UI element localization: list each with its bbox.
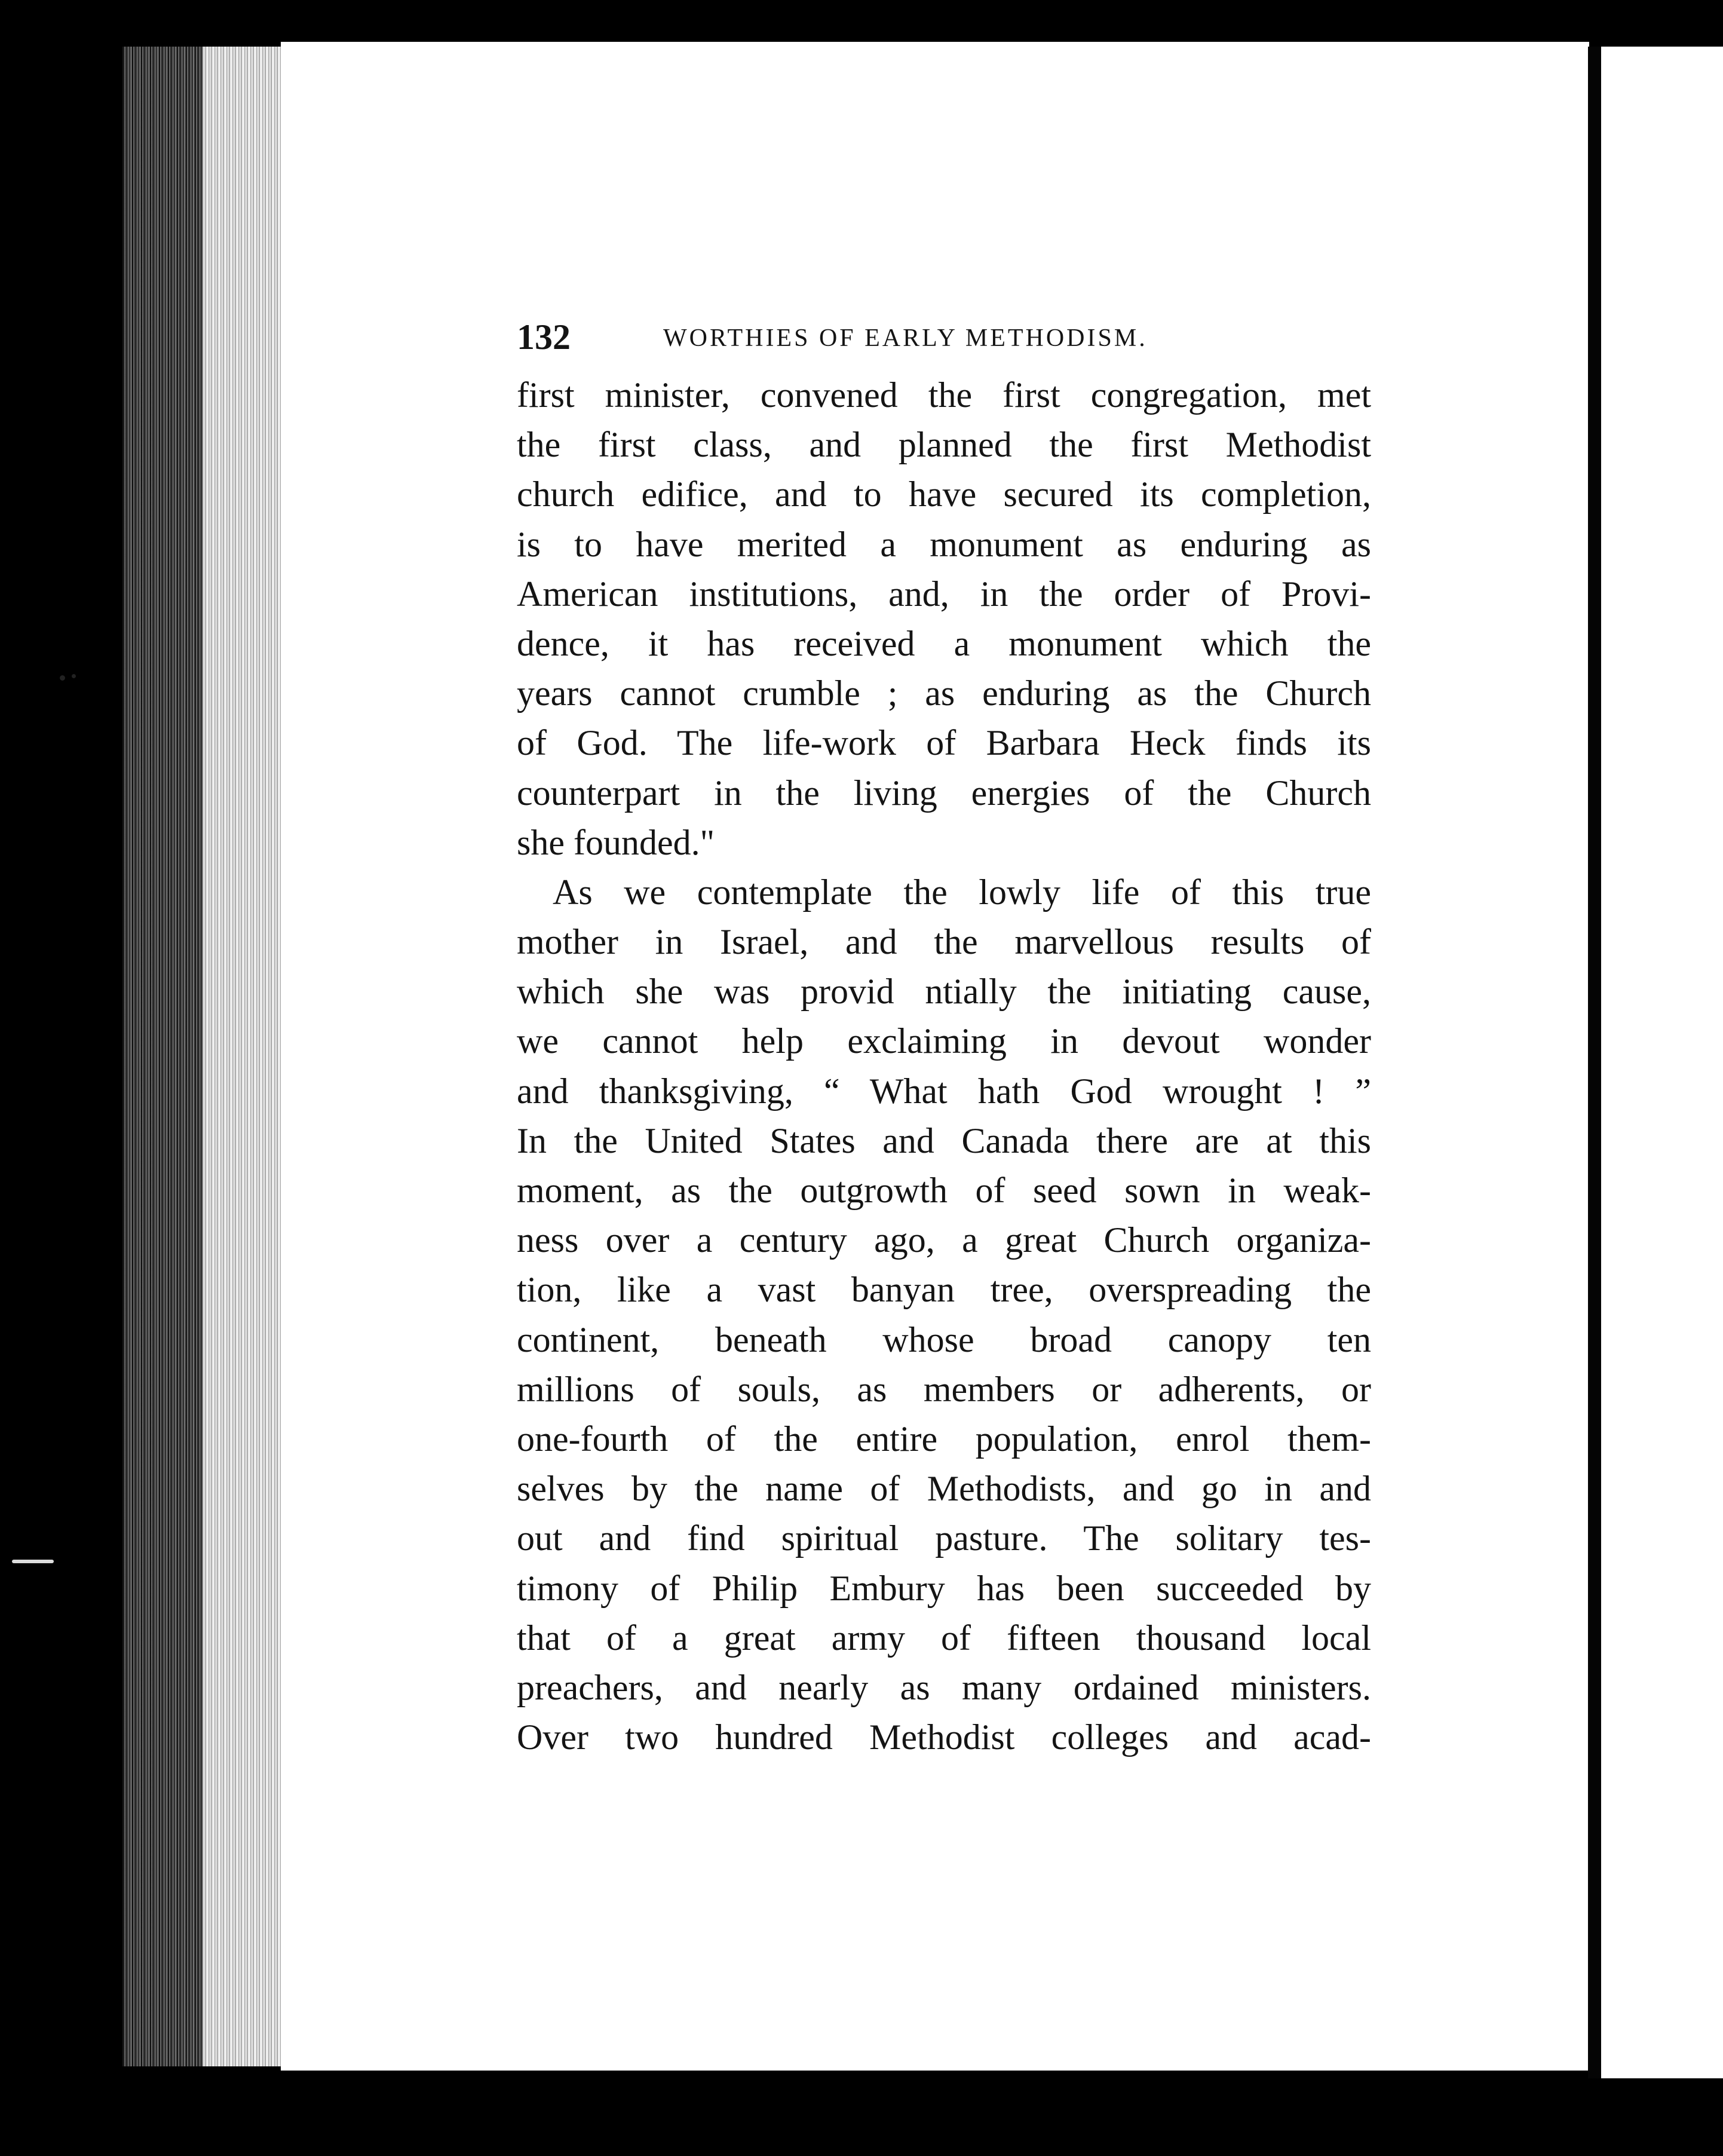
running-head xyxy=(517,317,1371,370)
text-line: dence, it has received a monument which the xyxy=(517,623,1371,663)
text-line: American institutions, and, in the order of Provi- xyxy=(517,574,1371,614)
text-line: out and find spiritual pasture. The solitary tes- xyxy=(517,1518,1371,1558)
scan-speck xyxy=(60,675,65,681)
text-line: years cannot crumble ; as enduring as the Church xyxy=(517,673,1371,713)
scan-speck xyxy=(72,674,76,678)
text-line: first minister, convened the first congregation, met xyxy=(517,375,1371,415)
text-line: is to have merited a monument as enduring as xyxy=(517,524,1371,564)
text-line: we cannot help exclaiming in devout wonder xyxy=(517,1021,1371,1061)
text-line: and thanksgiving, “ What hath God wrought ! ” xyxy=(517,1071,1371,1111)
scan-speck xyxy=(12,1560,54,1563)
text-line: which she was provid ntially the initiating cause, xyxy=(517,972,1371,1012)
text-line: continent, beneath whose broad canopy ten xyxy=(517,1319,1371,1359)
book-gutter xyxy=(1588,47,1601,2078)
text-line: selves by the name of Methodists, and go in and xyxy=(517,1469,1371,1509)
text-line: ness over a century ago, a great Church organiza- xyxy=(517,1220,1371,1260)
page-block-edges-inner xyxy=(203,47,287,2066)
text-line: that of a great army of fifteen thousand local xyxy=(517,1618,1371,1658)
text-line: mother in Israel, and the marvellous results of xyxy=(517,922,1371,962)
text-line: preachers, and nearly as many ordained ministers. xyxy=(517,1667,1371,1707)
text-line: of God. The life-work of Barbara Heck finds its xyxy=(517,723,1371,763)
text-block xyxy=(517,317,1371,1762)
text-line: moment, as the outgrowth of seed sown in weak- xyxy=(517,1171,1371,1210)
text-line: tion, like a vast banyan tree, overspreading the xyxy=(517,1270,1371,1310)
text-line: one-fourth of the entire population, enrol them- xyxy=(517,1419,1371,1459)
text-line: As we contemplate the lowly life of this true xyxy=(553,872,1371,912)
text-line: church edifice, and to have secured its completion, xyxy=(517,474,1371,514)
body-text xyxy=(517,370,1371,1762)
text-line: she founded." xyxy=(517,822,715,862)
text-line: timony of Philip Embury has been succeeded by xyxy=(517,1568,1371,1608)
running-head-title: WORTHIES OF EARLY METHODISM. xyxy=(663,324,1148,352)
page-number: 132 xyxy=(517,317,571,357)
text-line: millions of souls, as members or adherents, or xyxy=(517,1369,1371,1409)
text-line: the first class, and planned the first Methodist xyxy=(517,425,1371,465)
text-line: counterpart in the living energies of the Church xyxy=(517,773,1371,813)
facing-page-edge xyxy=(1601,47,1723,2078)
text-line: Over two hundred Methodist colleges and acad- xyxy=(517,1717,1371,1757)
text-line: In the United States and Canada there are at this xyxy=(517,1120,1371,1160)
